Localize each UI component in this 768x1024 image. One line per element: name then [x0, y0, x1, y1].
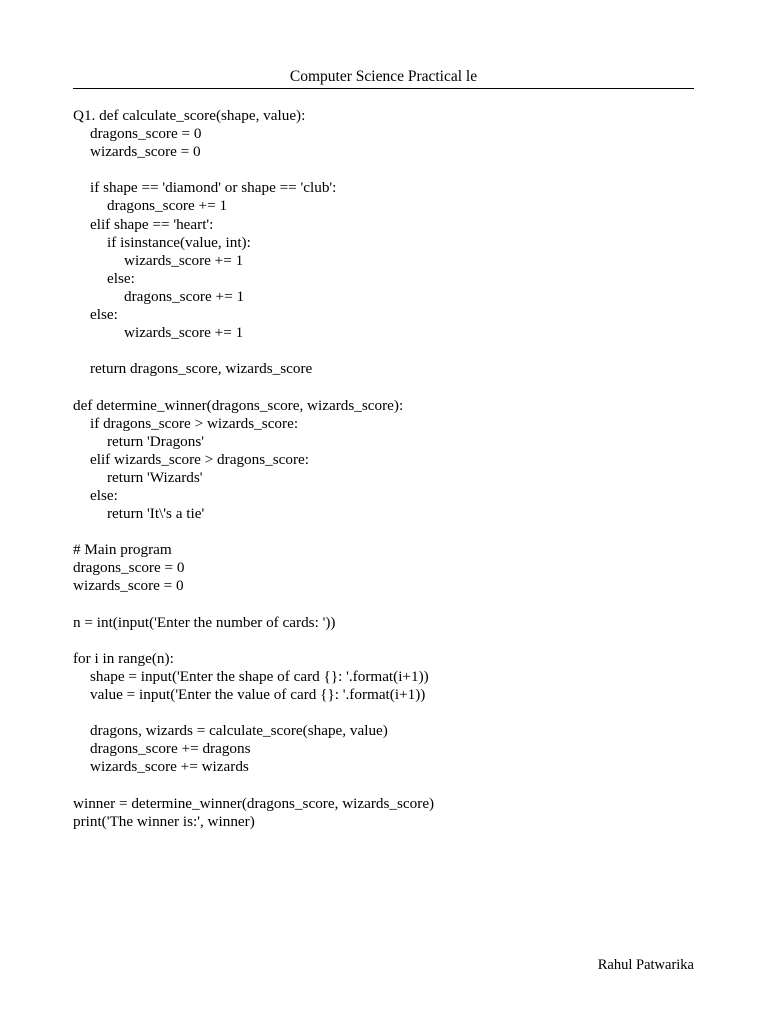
code-line: value = input('Enter the value of card {}: '.format(i+1)): [90, 686, 426, 703]
code-line: dragons_score = 0: [73, 559, 185, 577]
blank-line: [73, 378, 713, 396]
code-line: dragons_score += 1: [124, 287, 245, 305]
blank-line: [73, 596, 713, 614]
code-line: return 'Dragons': [107, 432, 204, 450]
code-line: wizards_score = 0: [90, 143, 201, 161]
blank-line: [73, 523, 713, 541]
author-name: Rahul Patwarika: [597, 957, 694, 973]
code-line: for i in range(n):: [73, 649, 174, 667]
blank-line: [73, 776, 713, 794]
code-line: else:: [90, 486, 118, 504]
blank-line: [73, 704, 713, 722]
code-line: wizards_score += 1: [124, 251, 244, 269]
code-line: dragons_score += 1: [107, 197, 228, 215]
code-line: elif shape == 'heart':: [90, 215, 214, 233]
code-line: dragons, wizards = calculate_score(shape, value): [90, 722, 388, 740]
code-line: if shape == 'diamond' or shape == 'club':: [90, 179, 337, 197]
code-line: n = int(input('Enter the number of cards: ')): [73, 613, 336, 631]
code-listing: [73, 107, 713, 831]
page-title: Computer Science Practical le: [73, 68, 694, 89]
code-line: else:: [90, 306, 118, 324]
code-line: shape = input('Enter the shape of card {}: '.format(i+1)): [90, 667, 429, 685]
blank-line: [73, 161, 713, 179]
code-line: winner = determine_winner(dragons_score, wizards_score): [73, 794, 435, 812]
code-line: return 'Wizards': [107, 468, 203, 486]
code-line: return dragons_score, wizards_score: [90, 360, 313, 378]
blank-line: [73, 342, 713, 360]
code-line: dragons_score = 0: [90, 125, 202, 143]
blank-line: [73, 632, 713, 650]
code-line: return 'It\'s a tie': [107, 505, 205, 523]
code-line: wizards_score += 1: [124, 324, 244, 342]
code-line: # Main program: [73, 541, 172, 559]
code-line: if dragons_score > wizards_score:: [90, 414, 299, 432]
code-line: dragons_score += dragons: [90, 740, 251, 758]
code-line: else:: [107, 269, 135, 287]
code-line: print('The winner is:', winner): [73, 812, 255, 830]
code-line: wizards_score = 0: [73, 577, 184, 595]
code-line: Q1. def calculate_score(shape, value):: [73, 107, 306, 124]
code-line: wizards_score += wizards: [90, 758, 249, 776]
code-line: elif wizards_score > dragons_score:: [90, 450, 310, 468]
code-line: def determine_winner(dragons_score, wizards_score):: [73, 396, 404, 414]
code-line: if isinstance(value, int):: [107, 233, 251, 251]
